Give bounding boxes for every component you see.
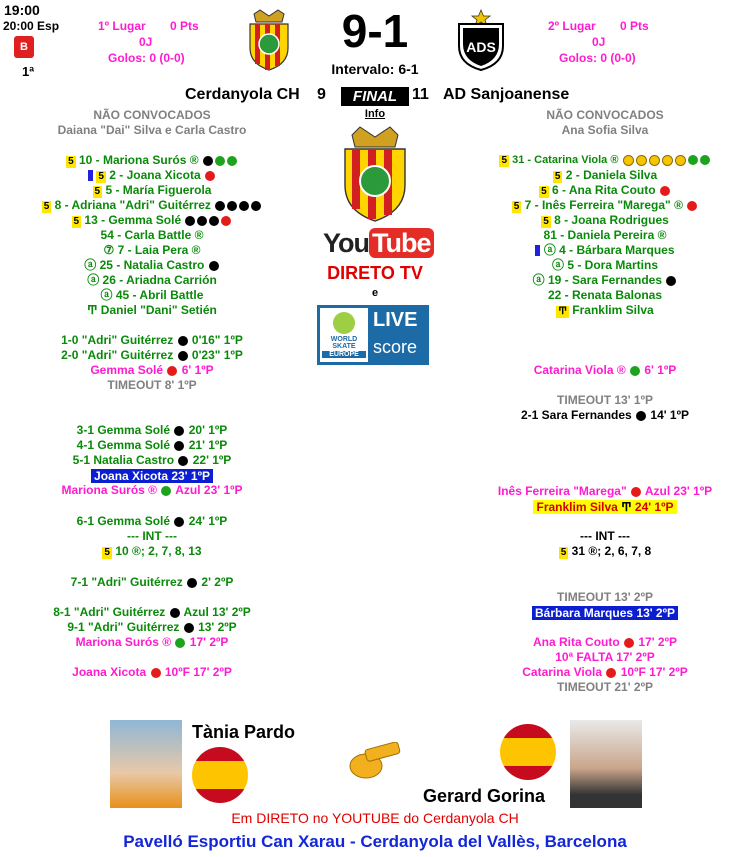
match-time: 19:00 <box>4 2 40 18</box>
final-score: 9-1 <box>341 5 409 57</box>
away-goals: Golos: 0 (0-0) <box>559 51 636 65</box>
away-games: 0J <box>592 35 606 49</box>
home-player-row: 5 2 - Joana Xicota <box>22 168 282 183</box>
round-label: 1ª <box>22 64 35 79</box>
timeout-event: TIMEOUT 13' 1ºP <box>557 393 653 407</box>
away-events-4 <box>475 529 735 559</box>
away-player-row: 22 - Renata Balonas <box>547 288 663 302</box>
away-crest-logo <box>456 8 506 72</box>
timeout-event: TIMEOUT 13' 2ºP <box>557 590 653 604</box>
whistle-icon <box>344 742 404 782</box>
away-events-5 <box>475 590 735 620</box>
blue-card-icon <box>88 170 93 181</box>
home-player-count: 9 <box>317 86 326 103</box>
blue-card-icon <box>535 245 540 256</box>
home-games: 0J <box>139 35 153 49</box>
timeout-event: TIMEOUT 21' 2ºP <box>557 680 653 694</box>
away-player-row: 5 6 - Ana Rita Couto <box>475 183 735 198</box>
spain-flag-icon <box>192 747 248 803</box>
foul-event: 10ª FALTA 17' 2ºP <box>555 650 655 664</box>
goal-event: 3-1 Gemma Solé 20' 1ºP <box>76 423 228 437</box>
away-player-row: 81 - Daniela Pereira ® <box>543 228 667 242</box>
away-rank: 2º Lugar <box>548 19 596 33</box>
goal-event: 1-0 "Adri" Guitérrez 0'16" 1ºP <box>61 333 243 347</box>
info-link[interactable]: Info <box>364 108 386 120</box>
referee1-name: Tània Pardo <box>192 722 296 742</box>
home-events <box>22 333 282 393</box>
away-player-row: ⓐ 4 - Bárbara Marques <box>475 243 735 258</box>
local-time: 20:00 Esp <box>3 19 60 33</box>
card-event: Inês Ferreira "Marega" Azul 23' 1ºP <box>497 484 713 498</box>
venue-label: Pavelló Esportiu Can Xarau - Cerdanyola del Vallès, Barcelona <box>123 832 627 851</box>
coach-icon: Ͳ <box>558 306 567 317</box>
referee2-name: Gerard Gorina <box>423 786 546 806</box>
home-not-called: Daiana "Dai" Silva e Carla Castro <box>57 123 247 137</box>
int-lineup: 5 31 ®; 2, 6, 7, 8 <box>560 544 652 558</box>
home-player-row: 5 10 - Mariona Surós ® <box>22 153 282 168</box>
away-events-6 <box>475 635 735 695</box>
int-lineup: 5 10 ®; 2, 7, 8, 13 <box>104 544 202 558</box>
away-not-called-title: NÃO CONVOCADOS <box>546 108 664 122</box>
home-player-row: 5 13 - Gemma Solé <box>22 213 282 228</box>
card-event: Catarina Viola 10ºF 17' 2ºP <box>522 665 688 679</box>
away-coach-row: Ͳ Franklim Silva <box>558 303 654 317</box>
home-rank: 1º Lugar <box>98 19 146 33</box>
away-player-row: 5 7 - Inês Ferreira "Marega" ® <box>475 198 735 213</box>
int-divider: --- INT --- <box>580 529 630 543</box>
home-crest-large-logo <box>340 125 410 223</box>
coach-card-event: Franklim Silva Ͳ 24' 1ºP <box>475 499 735 514</box>
away-events <box>475 363 735 378</box>
card-event: Catarina Viola ® 6' 1ºP <box>533 363 677 377</box>
coach-icon: Ͳ <box>87 303 98 317</box>
home-not-called-title: NÃO CONVOCADOS <box>93 108 211 122</box>
goal-event: 5-1 Natalia Castro 22' 1ºP <box>72 453 232 467</box>
direto-tv-label: DIRETO TV <box>327 263 423 283</box>
home-coach-row: Ͳ Daniel "Dani" Setién <box>87 303 217 317</box>
away-events-2 <box>475 393 735 423</box>
away-player-row: 5 2 - Daniela Silva <box>554 168 658 182</box>
referee2-photo <box>570 720 642 808</box>
goal-event: 2-0 "Adri" Guitérrez 0'23" 1ºP <box>61 348 243 362</box>
home-events-2 <box>22 423 282 498</box>
home-pts: 0 Pts <box>170 19 199 33</box>
youtube-logo[interactable]: You Tube <box>323 228 434 259</box>
card-event: Joana Xicota 10ºF 17' 2ºP <box>72 665 232 679</box>
live-score-logo[interactable]: WORLD SKATE EUROPE LIVE score <box>317 305 429 365</box>
away-player-row: ⓐ 19 - Sara Fernandes <box>475 273 735 288</box>
home-player-row: ⓐ 25 - Natalia Castro <box>22 258 282 273</box>
away-player-count: 11 <box>412 86 429 103</box>
blue-card-event: Joana Xicota 23' 1ºP <box>22 468 282 483</box>
timeout-event: TIMEOUT 8' 1ºP <box>107 378 197 392</box>
card-event: Mariona Surós ® Azul 23' 1ºP <box>61 483 243 497</box>
home-team-name: Cerdanyola CH <box>185 86 300 103</box>
spain-flag-icon <box>500 724 556 780</box>
goal-event: 9-1 "Adri" Guitérrez 13' 2ºP <box>67 620 237 634</box>
home-player-row: ⑦ 7 - Laia Pera ® <box>103 243 201 257</box>
card-event: Gemma Solé 6' 1ºP <box>90 363 214 377</box>
away-not-called: Ana Sofia Silva <box>561 123 649 137</box>
live-note: Em DIRETO no YOUTUBE do Cerdanyola CH <box>231 810 519 826</box>
away-logo-text: ADS <box>466 39 496 55</box>
home-events-3 <box>22 514 282 559</box>
home-events-6 <box>22 665 282 680</box>
away-team-name: AD Sanjoanense <box>443 86 570 103</box>
home-player-row: ⓐ 26 - Ariadna Carrión <box>87 273 217 287</box>
goal-event: 2-1 Sara Fernandes 14' 1ºP <box>520 408 689 422</box>
goal-event: 8-1 "Adri" Guitérrez Azul 13' 2ºP <box>53 605 251 619</box>
goal-event: 7-1 "Adri" Guitérrez 2' 2ºP <box>70 575 234 589</box>
away-roster <box>475 153 735 318</box>
half-time-score: Intervalo: 6-1 <box>331 61 419 77</box>
home-player-row: 5 8 - Adriana "Adri" Guitérrez <box>22 198 282 213</box>
conjunction-label: e <box>371 287 379 299</box>
referee1-photo <box>110 720 182 808</box>
home-events-5 <box>22 605 282 650</box>
away-pts: 0 Pts <box>620 19 649 33</box>
home-goals: Golos: 0 (0-0) <box>108 51 185 65</box>
card-event: Ana Rita Couto 17' 2ºP <box>533 635 677 649</box>
blue-card-event: Bárbara Marques 13' 2ºP <box>475 605 735 620</box>
competition-icon: B <box>14 36 34 58</box>
card-event: Mariona Surós ® 17' 2ºP <box>75 635 229 649</box>
home-player-row: ⓐ 45 - Abril Battle <box>100 288 204 302</box>
home-player-row: 5 5 - María Figuerola <box>94 183 212 197</box>
home-events-4 <box>22 575 282 590</box>
home-player-row: 54 - Carla Battle ® <box>100 228 204 242</box>
int-divider: --- INT --- <box>127 529 177 543</box>
match-status-badge: FINAL <box>341 87 409 106</box>
goal-event: 4-1 Gemma Solé 21' 1ºP <box>76 438 228 452</box>
home-crest-logo <box>246 8 292 72</box>
away-player-row: 5 8 - Joana Rodrigues <box>543 213 669 227</box>
world-skate-logo: WORLD SKATE EUROPE <box>320 308 368 362</box>
away-player-row: ⓐ 5 - Dora Martins <box>551 258 659 272</box>
goal-event: 6-1 Gemma Solé 24' 1ºP <box>76 514 228 528</box>
home-roster <box>22 153 282 318</box>
away-events-3 <box>475 484 735 514</box>
away-player-row: 5 31 - Catarina Viola ® <box>475 153 735 168</box>
